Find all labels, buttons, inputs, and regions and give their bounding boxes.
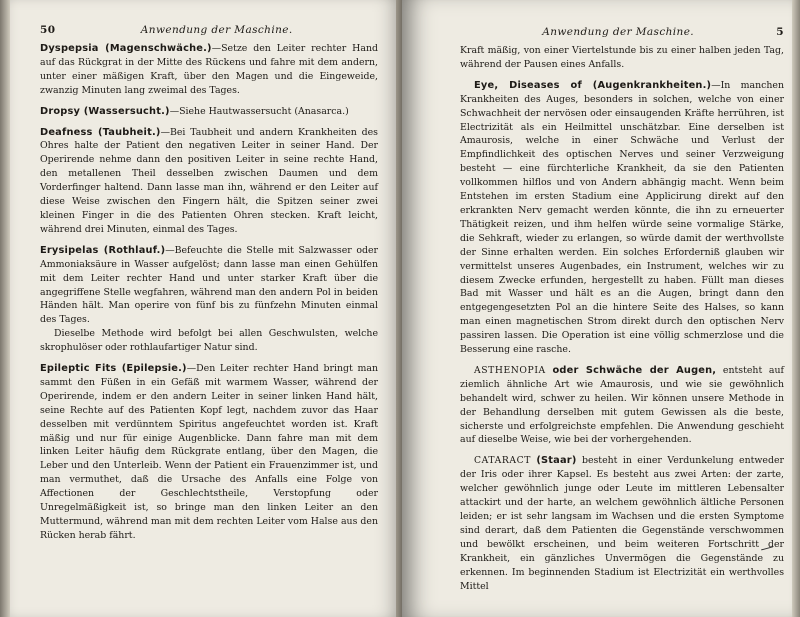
entry-epilepsy <box>40 362 378 543</box>
entry-text: —Befeuchte die Stelle mit Salzwasser oder Ammoniaksäure in Wasser aufgelöst; dann lasse man einen Gehülfen mit dem Leiter rechter Hand und unter starker Kraft über die angegriffene Stelle wegfahren, während man den andern Pol in beiden Händen hält. Man operire von fünf bis zu fünfzehn Minuten einmal des Tages. <box>40 244 378 326</box>
entry-text: —Siehe Hautwassersucht (Anasarca.) <box>169 105 349 117</box>
entry-dyspepsia <box>40 42 378 98</box>
entry-asthenopia <box>460 364 784 447</box>
headword-gloss: oder Schwäche der Augen, <box>552 364 717 376</box>
entry-text: —Setze den Leiter rechter Hand auf das Rückgrat in der Mitte des Rückens und fahre mit dem andern, unter einer mäßigen Kraft, über den Magen und die Eingeweide, zwanzig Minuten lang zweimal des Tages. <box>40 43 378 96</box>
entry-text: —Bei Taubheit und andern Krankheiten des Ohres halte der Patient den negativen Leiter in seiner Hand. Der Operirende nehme dann den positiven Leiter in seine rechte Hand, den metallenen Theil desselben zwischen Daumen und dem Vorderfinger haltend. Dann lasse man ihn, während er den Leiter auf diese Weise zwischen den Fingern hält, die Spitzen seiner zwei kleinen Finger in die des Patienten Ohren stecken. Kraft leicht, während drei Minuten, einmal des Tages. <box>40 126 378 235</box>
headword: Dropsy (Wassersucht.) <box>40 105 170 117</box>
right-running-title: Anwendung der Maschine. <box>542 26 695 38</box>
entry-deafness <box>40 126 378 237</box>
headword-gloss: (Staar) <box>536 455 577 467</box>
entry-erysipelas <box>40 244 378 355</box>
entry-continuation <box>460 44 784 72</box>
continuation-text: Kraft mäßig, von einer Viertelstunde bis zu einer halben jeden Tag, während der Pausen eines Anfalls. <box>460 45 784 70</box>
entry-text: besteht in einer Verdunkelung entweder der Iris oder ihrer Kapsel. Es besteht aus zwei Arten: der zarte, welcher gewöhnlich junge oder Leute im mittleren Lebensalter attackirt und der harte, an welchem gewöhnlich ältliche Personen leiden; er ist sehr langsam im Wachsen und die ersten Symptome sind derart, daß dem Patienten die Gegenstände verschwommen und bewölkt erscheinen, und beim weiteren Fortschritt der Krankheit, ein gänzliches Unvermögen die Gegenstände zu erkennen. Im beginnenden Stadium ist Electrizität ein werthvolles Mittel <box>460 455 785 592</box>
right-page <box>402 0 800 617</box>
left-book-edge <box>0 0 10 617</box>
right-page-number: 5 <box>776 26 784 38</box>
headword: CATARACT <box>474 455 531 467</box>
headword: Eye, Diseases of (Augenkrankheiten.) <box>474 79 712 91</box>
right-book-edge <box>792 0 800 617</box>
right-running-head <box>460 26 784 38</box>
headword: ASTHENOPIA <box>474 364 546 376</box>
entry-eye-diseases <box>460 79 784 357</box>
entry-text: —In manchen Krankheiten des Auges, besonders in solchen, welche von einer Schwachheit der nervösen oder einsaugenden Kräfte herrühren, ist Electrizität als ein Heilmittel unschätzbar. Eine derselben ist Amaurosis, welche in einer Schwäche und Verlust der Empfindlichkeit des optischen Nerves und seiner Verzweigung besteht — eine fürchterliche Krankheit, da sie den Patienten vollkommen hilflos und von Andern abhängig macht. Wenn beim Entstehen im ersten Stadium eine Applicirung direkt auf den erkrankten Nerv gemacht werden könnte, die ihn zu erneuerter Thätigkeit reizen, und ihm helfen würde seine vormalige Stärke, die Sehkraft, wieder zu erlangen, so würde damit der werthvollste der Sinne erhalten werden. Ein solches Erforderniß glauben wir vermittelst unseres Augenbades, ein Instrument, welches wir zu diesem Zwecke erfunden, hergestellt zu haben. Füllt man dieses Bad mit Wasser und hält es an die Augen, bringt dann den entgegengesetzten Pol an die hintere Seite des Halses, so kann man einen magnetischen Strom direkt durch den optischen Nerv passiren lassen. Die Operation ist eine völlig schmerzlose und die Besserung eine rasche. <box>460 79 784 356</box>
entry-cataract <box>460 454 784 593</box>
headword: Dyspepsia (Magenschwäche.) <box>40 43 212 54</box>
entry-text: —Den Leiter rechter Hand bringt man sammt den Füßen in ein Gefäß mit warmem Wasser, während der Operirende, indem er den andern Leiter in seiner linken Hand hält, seine Rechte auf des Patienten Kopf legt, nachdem zuvor das Haar desselben mit verdünntem Spiritus angefeuchtet worden ist. Kraft mäßig und nur für einige Augenblicke. Dann fahre man mit dem linken Leiter häufig dem Rückgrate entlang, über den Magen, die Leber und den Unterleib. Wenn der Patient ein Frauenzimmer ist, und man vermuthet, daß die Ursache des Anfalls eine Folge von Affectionen der Geschlechtstheile, Verstopfung oder Unregelmäßigkeit ist, so bringe man den linken Leiter an den Muttermund, während man mit dem rechten Leiter vom Halse aus den Rücken herab fährt. <box>40 363 379 541</box>
entry-text-continued: Dieselbe Methode wird befolgt bei allen Geschwulsten, welche skrophulöser oder rothlaufartiger Natur sind. <box>40 328 378 354</box>
headword: Deafness (Taubheit.) <box>40 126 161 138</box>
entry-text: entsteht auf ziemlich ähnliche Art wie Amaurosis, und wie sie gewöhnlich behandelt wird, schwer zu heilen. Wir können unsere Methode in der Behandlung derselben mit gutem Gewissen als die beste, sicherste und erfolgreichste empfehlen. Die Anwendung geschieht auf dieselbe Weise, wie bei der vorhergehenden. <box>460 364 784 446</box>
left-running-head <box>40 24 378 36</box>
left-running-title: Anwendung der Maschine. <box>140 24 293 36</box>
entry-dropsy <box>40 105 378 119</box>
headword: Epileptic Fits (Epilepsie.) <box>40 363 187 375</box>
left-page-number: 50 <box>40 24 56 36</box>
headword: Erysipelas (Rothlauf.) <box>40 244 166 256</box>
